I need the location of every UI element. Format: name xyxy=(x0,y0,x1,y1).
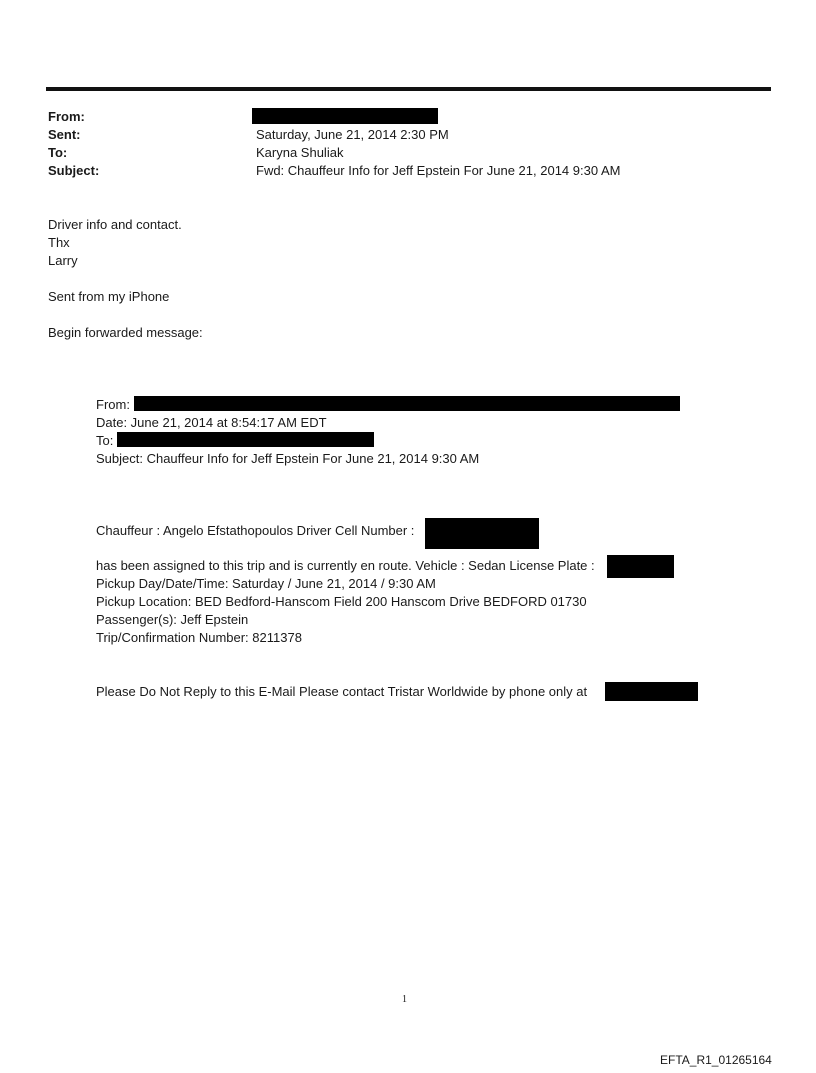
driver-cell-redaction xyxy=(425,518,539,549)
to-label: To: xyxy=(48,145,68,160)
document-id: EFTA_R1_01265164 xyxy=(660,1053,772,1067)
pickup-location: Pickup Location: BED Bedford-Hanscom Field 200 Hanscom Drive BEDFORD 01730 xyxy=(96,594,587,609)
signature: Sent from my iPhone xyxy=(48,289,170,304)
header-rule xyxy=(46,87,771,91)
phone-redaction xyxy=(605,682,698,701)
body-line-3: Larry xyxy=(48,253,78,268)
chauffeur-line: Chauffeur : Angelo Efstathopoulos Driver Cell Number : xyxy=(96,523,415,538)
confirmation-number: Trip/Confirmation Number: 8211378 xyxy=(96,630,302,645)
from-redaction xyxy=(252,108,438,124)
sent-label: Sent: xyxy=(48,127,81,142)
fwd-to-redaction xyxy=(117,432,374,447)
fwd-to-label: To: xyxy=(96,433,114,448)
assigned-line: has been assigned to this trip and is currently en route. Vehicle : Sedan License Plate : xyxy=(96,558,595,573)
passengers: Passenger(s): Jeff Epstein xyxy=(96,612,249,627)
pickup-time: Pickup Day/Date/Time: Saturday / June 21, 2014 / 9:30 AM xyxy=(96,576,436,591)
fwd-from-redaction xyxy=(134,396,680,411)
fwd-date: Date: June 21, 2014 at 8:54:17 AM EDT xyxy=(96,415,327,430)
body-line-2: Thx xyxy=(48,235,70,250)
forward-intro: Begin forwarded message: xyxy=(48,325,203,340)
fwd-from-label: From: xyxy=(96,397,130,412)
from-label: From: xyxy=(48,109,85,124)
to-value: Karyna Shuliak xyxy=(256,145,344,160)
sent-value: Saturday, June 21, 2014 2:30 PM xyxy=(256,127,449,142)
fwd-subject: Subject: Chauffeur Info for Jeff Epstein For June 21, 2014 9:30 AM xyxy=(96,451,480,466)
page-number: 1 xyxy=(402,994,407,1005)
subject-value: Fwd: Chauffeur Info for Jeff Epstein For June 21, 2014 9:30 AM xyxy=(256,163,621,178)
notice-line: Please Do Not Reply to this E-Mail Please contact Tristar Worldwide by phone only at xyxy=(96,684,588,699)
subject-label: Subject: xyxy=(48,163,100,178)
license-plate-redaction xyxy=(607,555,674,578)
body-line-1: Driver info and contact. xyxy=(48,217,182,232)
